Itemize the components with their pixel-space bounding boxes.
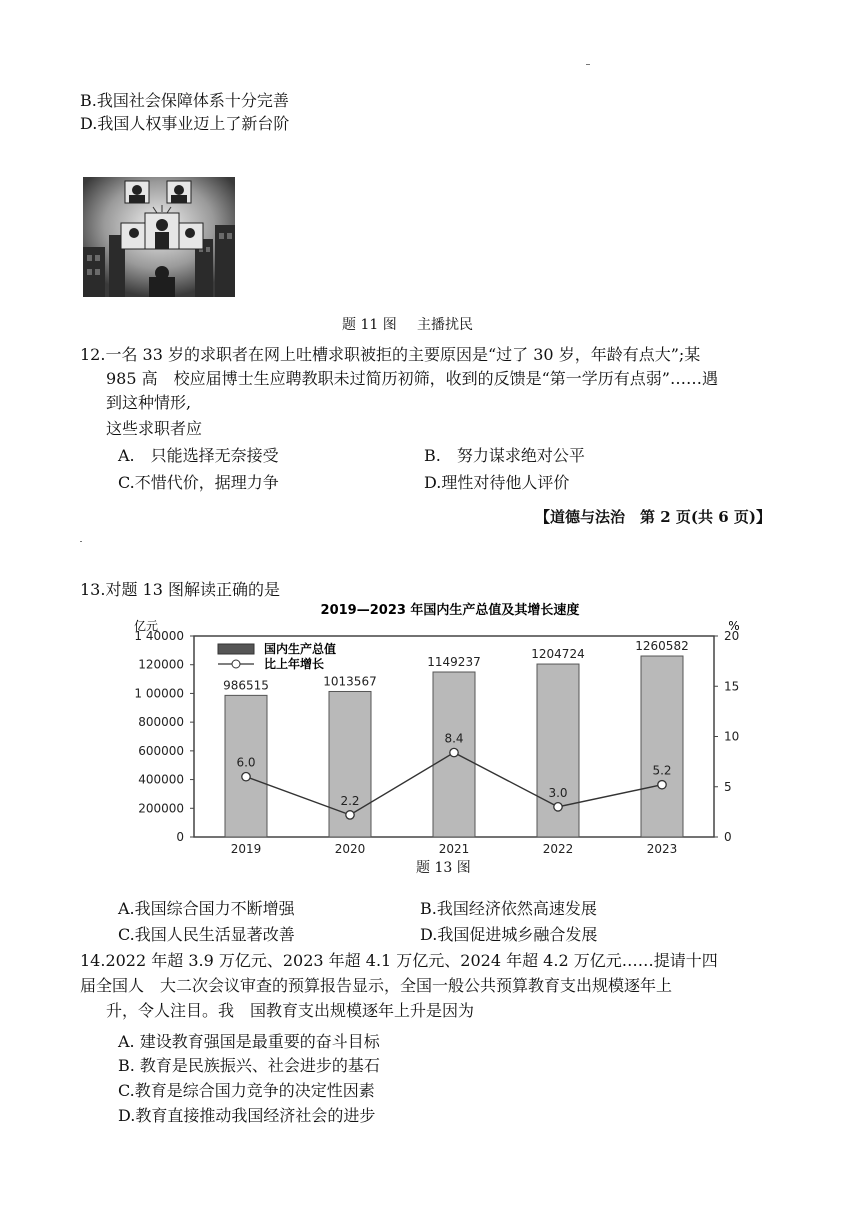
- q12-stem-line-4: 这些求职者应: [106, 419, 203, 438]
- gdp-chart-svg: [120, 598, 760, 860]
- gdp-bar-value-label: 1204724: [531, 647, 585, 662]
- x-tick-label: 2019: [230, 842, 262, 856]
- y-right-unit: %: [728, 619, 740, 633]
- y-left-tick-label: 1 40000: [134, 629, 184, 643]
- q12-option-d: D.理性对待他人评价: [424, 473, 570, 492]
- q12-option-c: C.不惜代价，据理力争: [118, 473, 279, 492]
- growth-point: [658, 781, 666, 789]
- scan-speck: [80, 541, 82, 542]
- q12-stem-line-3: 到这种情形,: [106, 393, 192, 412]
- scan-speck: [586, 64, 590, 65]
- y-right-tick-label: 20: [724, 629, 740, 643]
- figure13-caption: 题 13 图: [416, 860, 471, 876]
- legend-line-label: 比上年增长: [264, 657, 325, 671]
- q14-stem-line-1: 14.2022 年超 3.9 万亿元、2023 年超 4.1 万亿元、2024 年超 4.2 万亿元……提请十四: [80, 951, 718, 970]
- gdp-bar-value-label: 1013567: [323, 674, 377, 689]
- q11-option-b: B.我国社会保障体系十分完善: [80, 91, 289, 110]
- growth-point: [242, 773, 250, 781]
- y-right-tick-label: 15: [724, 679, 740, 694]
- y-left-tick-label: 1 00000: [134, 686, 184, 701]
- y-left-tick-label: 600000: [138, 743, 184, 758]
- q14-stem-line-2: 届全国人 大二次会议审查的预算报告显示，全国一般公共预算教育支出规模逐年上: [80, 976, 673, 995]
- page-footer: 【道德与法治 第 2 页(共 6 页)】: [535, 508, 771, 526]
- growth-value-label: 6.0: [236, 755, 256, 770]
- q12-option-b: B. 努力谋求绝对公平: [424, 446, 585, 465]
- q12-stem-line-1: 12.一名 33 岁的求职者在网上吐槽求职被拒的主要原因是“过了 30 岁，年龄有点大”;某: [80, 345, 701, 364]
- gdp-bar-value-label: 986515: [223, 678, 269, 693]
- q13-stem: 13.对题 13 图解读正确的是: [80, 580, 280, 599]
- q13-option-d: D.我国促进城乡融合发展: [420, 925, 598, 944]
- gdp-chart: [120, 598, 760, 860]
- y-right-tick-label: 0: [724, 830, 732, 844]
- growth-value-label: 5.2: [652, 763, 672, 778]
- y-right-tick-label: 10: [724, 729, 740, 744]
- y-left-tick-label: 800000: [138, 715, 184, 730]
- x-tick-label: 2021: [438, 842, 470, 856]
- q12-stem-line-2: 985 高 校应届博士生应聘教职未过简历初筛，收到的反馈是“第一学历有点弱”……遇: [106, 369, 718, 388]
- q13-option-a: A.我国综合国力不断增强: [118, 899, 295, 918]
- y-left-tick-label: 120000: [138, 657, 184, 672]
- y-left-unit: 亿元: [133, 619, 159, 633]
- y-right-tick-label: 5: [724, 779, 732, 794]
- figure11-caption-number: 题 11 图: [342, 317, 397, 333]
- y-left-tick-label: 0: [176, 830, 184, 844]
- gdp-bar-value-label: 1260582: [635, 639, 689, 654]
- q14-stem-line-3: 升，令人注目。我 国教育支出规模逐年上升是因为: [106, 1001, 475, 1020]
- q14-option-d: D.教育直接推动我国经济社会的进步: [118, 1106, 376, 1125]
- chart-legend: [218, 641, 336, 671]
- legend-line-marker: [232, 660, 240, 668]
- figure11-caption-title: 主播扰民: [417, 317, 473, 333]
- q13-option-c: C.我国人民生活显著改善: [118, 925, 295, 944]
- q11-option-d: D.我国人权事业迈上了新台阶: [80, 114, 290, 133]
- q14-option-b: B. 教育是民族振兴、社会进步的基石: [118, 1056, 380, 1075]
- growth-value-label: 8.4: [444, 731, 464, 746]
- y-left-tick-label: 400000: [138, 772, 184, 787]
- growth-point: [554, 803, 562, 811]
- cartoon-image: [83, 177, 235, 297]
- x-tick-label: 2023: [646, 842, 678, 856]
- growth-value-label: 3.0: [548, 785, 568, 800]
- q12-option-a: A. 只能选择无奈接受: [118, 446, 279, 465]
- growth-value-label: 2.2: [340, 793, 360, 808]
- q14-option-a: A. 建设教育强国是最重要的奋斗目标: [118, 1032, 380, 1051]
- q14-option-c: C.教育是综合国力竞争的决定性因素: [118, 1081, 375, 1100]
- x-tick-label: 2022: [542, 842, 574, 856]
- chart-title: 2019—2023 年国内生产总值及其增长速度: [320, 603, 580, 618]
- growth-point: [450, 748, 458, 756]
- q13-option-b: B.我国经济依然高速发展: [420, 899, 597, 918]
- legend-bar-label: 国内生产总值: [264, 642, 337, 656]
- gdp-bar-value-label: 1149237: [427, 655, 481, 670]
- y-left-tick-label: 200000: [138, 801, 184, 816]
- x-tick-label: 2020: [334, 842, 366, 856]
- legend-bar-swatch: [218, 644, 254, 654]
- growth-point: [346, 811, 354, 819]
- gdp-bar: [641, 656, 683, 837]
